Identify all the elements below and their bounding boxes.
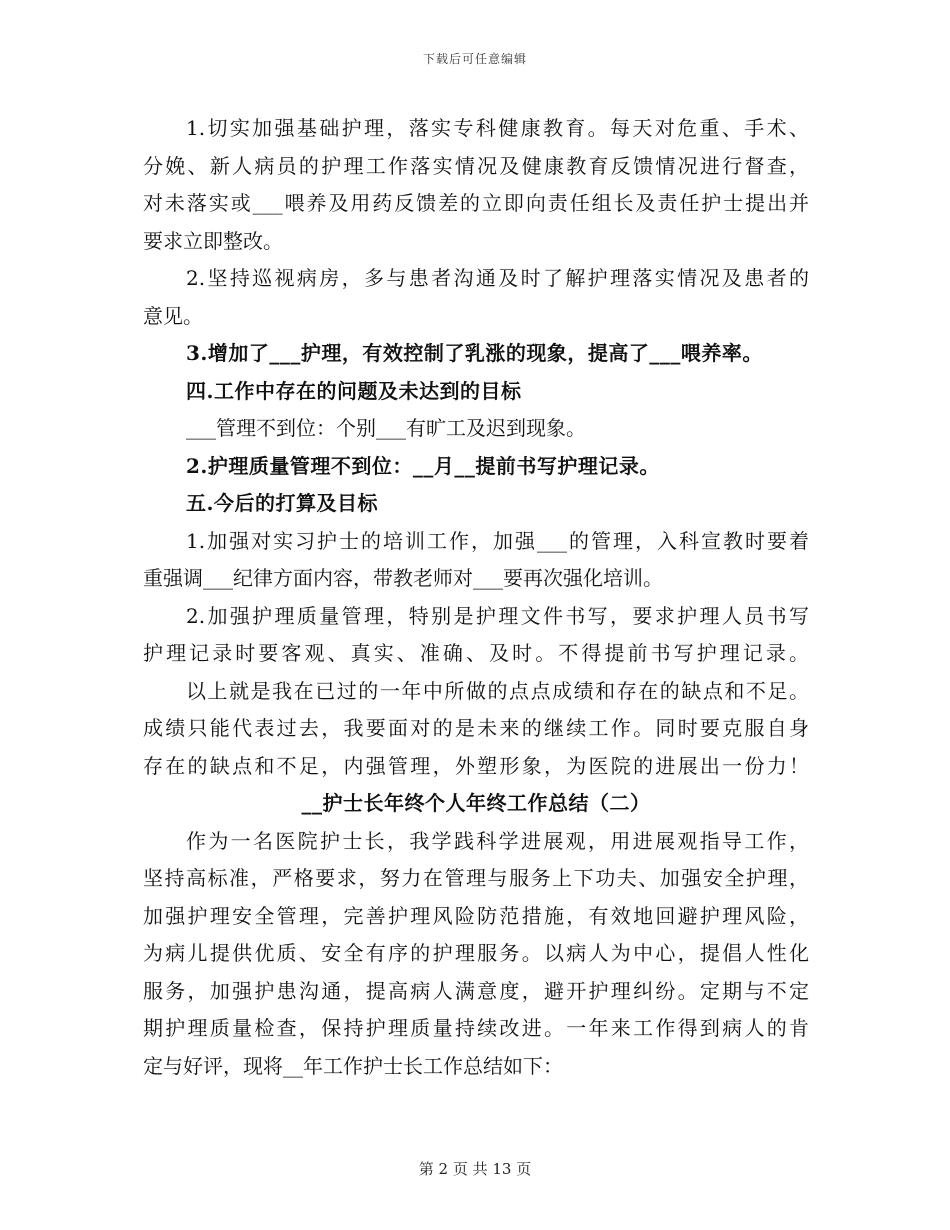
paragraph-line: 分娩、新人病员的护理工作落实情况及健康教育反馈情况进行督查，: [143, 153, 809, 178]
paragraph-line: 坚持高标准，严格要求，努力在管理与服务上下功夫、加强安全护理，: [143, 866, 809, 890]
paragraph-line: 要求立即整改。: [143, 228, 283, 253]
paragraph-line: 2.坚持巡视病房，多与患者沟通及时了解护理落实情况及患者的: [186, 266, 809, 290]
bold-paragraph-line: 3.增加了___护理，有效控制了乳涨的现象，提高了___喂养率。: [186, 341, 763, 365]
paragraph-line: 定与好评，现将__年工作护士长工作总结如下：: [143, 1053, 563, 1078]
paragraph-line: 对未落实或___喂养及用药反馈差的立即向责任组长及责任护士提出并: [143, 191, 809, 215]
paragraph-line: 服务，加强护患沟通，提高病人满意度，避开护理纠纷。定期与不定: [143, 978, 809, 1003]
paragraph-line: 1.加强对实习护士的培训工作，加强___的管理，入科宣教时要着: [186, 528, 809, 553]
paragraph-line: 作为一名医院护士长，我学践科学进展观，用进展观指导工作，: [186, 828, 809, 853]
page-header: 下载后可任意编辑: [422, 52, 527, 66]
paragraph-line: 意见。: [143, 303, 203, 328]
paragraph-line: 护理记录时要客观、真实、准确、及时。不得提前书写护理记录。: [143, 641, 809, 665]
paragraph-line: 成绩只能代表过去，我要面对的是未来的继续工作。同时要克服自身: [143, 716, 809, 740]
document-body: [143, 110, 809, 1085]
paragraph-line: ___管理不到位：个别___有旷工及迟到现象。: [186, 416, 586, 440]
paragraph-line: 存在的缺点和不足，内强管理，外塑形象，为医院的进展出一份力！: [143, 753, 809, 778]
paragraph-line: 1.切实加强基础护理，落实专科健康教育。每天对危重、手术、: [186, 116, 809, 140]
document-title: __护士长年终个人年终工作总结（二）: [301, 791, 651, 815]
paragraph-line: 以上就是我在已过的一年中所做的点点成绩和存在的缺点和不足。: [186, 678, 809, 703]
paragraph-line: 重强调___纪律方面内容，带教老师对___要再次强化培训。: [143, 566, 663, 590]
paragraph-line: 期护理质量检查，保持护理质量持续改进。一年来工作得到病人的肯: [143, 1016, 809, 1040]
paragraph-line: 加强护理安全管理，完善护理风险防范措施，有效地回避护理风险，: [143, 903, 809, 928]
bold-paragraph-line: 2.护理质量管理不到位：__月__提前书写护理记录。: [186, 453, 660, 478]
section-heading: 四.工作中存在的问题及未达到的目标: [186, 378, 522, 403]
section-heading: 五.今后的打算及目标: [186, 491, 378, 515]
page-number: 第 2 页 共 13 页: [418, 1160, 532, 1178]
paragraph-line: 2.加强护理质量管理，特别是护理文件书写，要求护理人员书写: [186, 603, 809, 628]
paragraph-line: 为病儿提供优质、安全有序的护理服务。以病人为中心，提倡人性化: [143, 941, 809, 965]
